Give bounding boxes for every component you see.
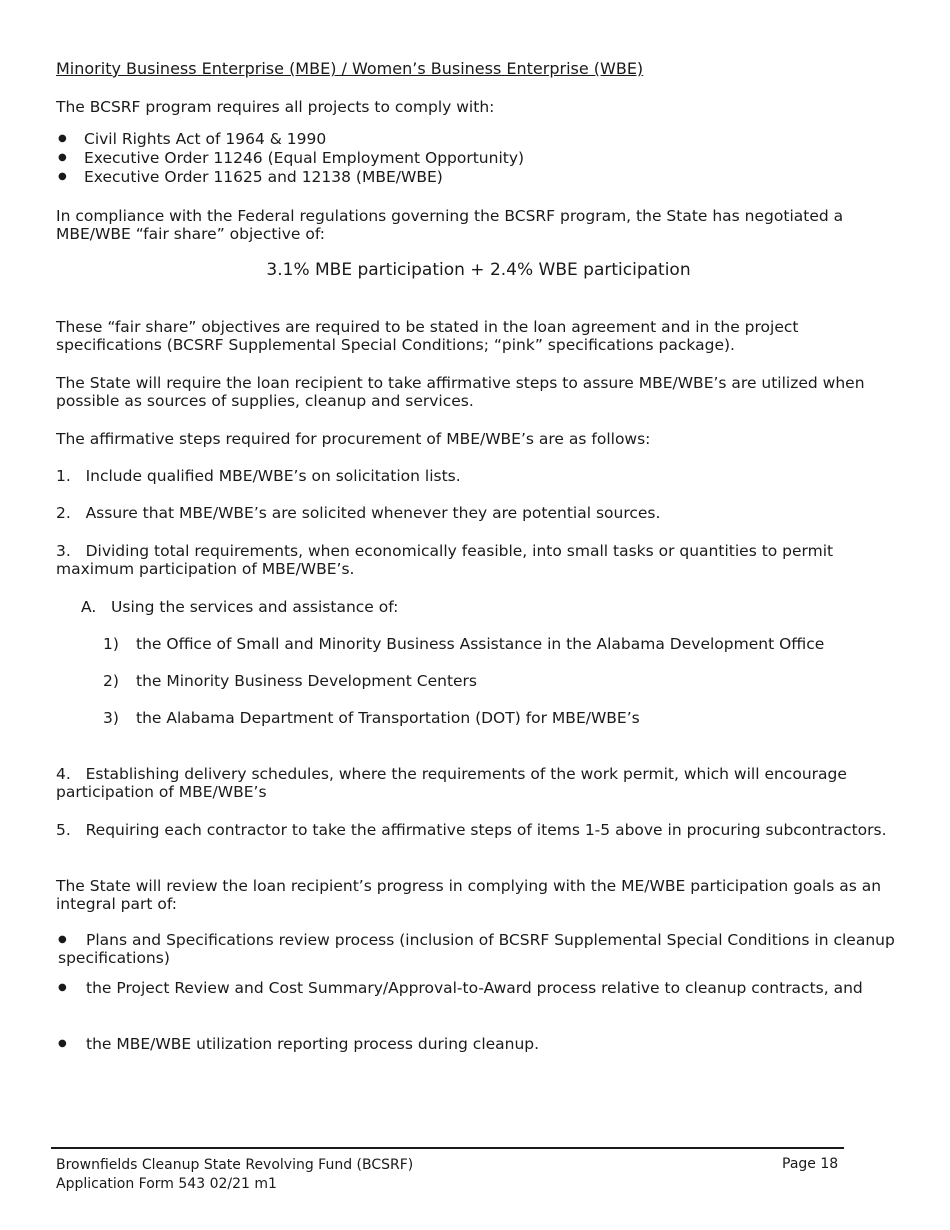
step-number: 1. — [56, 467, 71, 485]
steps-intro: The affirmative steps required for procurement of MBE/WBE’s are as follows: — [56, 430, 651, 448]
step-text: Assure that MBE/WBE’s are solicited whenever they are potential sources. — [85, 504, 661, 522]
step-text: Include qualified MBE/WBE’s on solicitation lists. — [85, 467, 461, 485]
affirmative-paragraph: The State will require the loan recipient to take affirmative steps to assure MBE/WBE’s are utilized when possible as sources of supplies, cleanup and services. — [56, 374, 865, 410]
compliance-item: ● Executive Order 11246 (Equal Employment Opportunity) — [58, 149, 525, 167]
participation-objective: 3.1% MBE participation + 2.4% WBE participation — [266, 260, 691, 280]
step-text: Establishing delivery schedules, where the requirements of the work permit, which will encourage participation of MBE/WBE’s — [56, 765, 847, 801]
sub-item-number: 3) — [103, 709, 119, 727]
step-text: Dividing total requirements, when economically feasible, into small tasks or quantities to permit maximum participation of MBE/WBE’s. — [56, 542, 834, 578]
sub-step — [81, 598, 901, 616]
review-item: ● the MBE/WBE utilization reporting process during cleanup. — [58, 1035, 540, 1053]
compliance-item: ● Executive Order 11625 and 12138 (MBE/WBE) — [58, 168, 443, 186]
step-text: Requiring each contractor to take the affirmative steps of items 1-5 above in procuring subcontractors. — [85, 821, 887, 839]
sub-item-number: 1) — [103, 635, 119, 653]
intro-text: The BCSRF program requires all projects to comply with: — [56, 98, 495, 116]
step-item — [56, 504, 901, 522]
section-heading: Minority Business Enterprise (MBE) / Women’s Business Enterprise (WBE) — [56, 59, 644, 78]
fair-share-paragraph: These “fair share” objectives are required to be stated in the loan agreement and in the project specifications (BCSRF Supplemental Special Conditions; “pink” specifications package). — [56, 318, 799, 354]
footer-line-1: Brownfields Cleanup State Revolving Fund (BCSRF) — [56, 1157, 414, 1173]
sub-step-text: Using the services and assistance of: — [111, 598, 399, 616]
bullet-icon: ● — [58, 1038, 67, 1049]
bullet-icon: ● — [58, 934, 67, 945]
step-item — [56, 467, 901, 485]
sub-item-text: the Minority Business Development Centers — [136, 672, 477, 690]
step-number: 4. — [56, 765, 71, 783]
bullet-icon: ● — [58, 152, 67, 163]
review-item: ● Plans and Specifications review process (inclusion of BCSRF Supplemental Special Conditions in cleanup specifications) — [58, 931, 895, 967]
review-item: ● the Project Review and Cost Summary/Approval-to-Award process relative to cleanup contracts, and — [58, 979, 863, 997]
step-item — [56, 821, 901, 839]
fair-share-intro: In compliance with the Federal regulations governing the BCSRF program, the State has negotiated a MBE/WBE “fair share” objective of: — [56, 207, 844, 243]
sub-item-text: the Office of Small and Minority Business Assistance in the Alabama Development Office — [136, 635, 825, 653]
compliance-item: ● Civil Rights Act of 1964 & 1990 — [58, 130, 327, 148]
step-number: 3. — [56, 542, 71, 560]
sub-item-text: the Alabama Department of Transportation (DOT) for MBE/WBE’s — [136, 709, 640, 727]
step-number: 5. — [56, 821, 71, 839]
sub-step-letter: A. — [81, 598, 97, 616]
footer-line-2: Application Form 543 02/21 m1 — [56, 1176, 277, 1192]
page-number: Page 18 — [782, 1156, 839, 1172]
bullet-icon: ● — [58, 171, 67, 182]
bullet-icon: ● — [58, 982, 67, 993]
sub-item-number: 2) — [103, 672, 119, 690]
bullet-icon: ● — [58, 133, 67, 144]
step-number: 2. — [56, 504, 71, 522]
footer-divider — [51, 1147, 844, 1149]
step-item — [56, 542, 901, 578]
step-item — [56, 765, 901, 801]
review-intro: The State will review the loan recipient’s progress in complying with the ME/WBE participation goals as an integral part of: — [56, 877, 882, 913]
